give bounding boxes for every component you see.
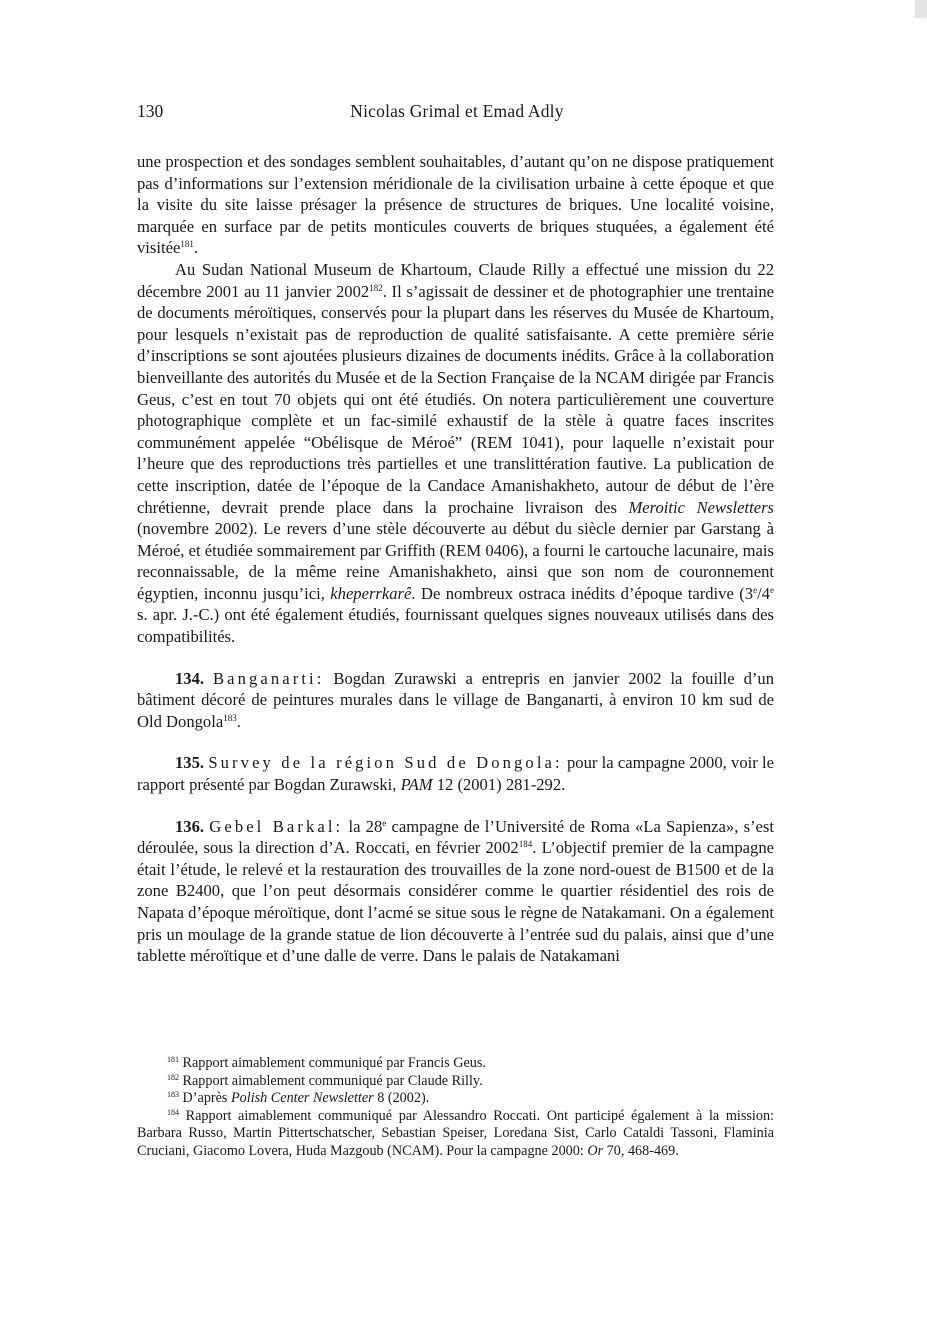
paragraph-end: . bbox=[193, 238, 198, 258]
footnote-text: Rapport aimablement communiqué par Francis Geus. bbox=[179, 1055, 486, 1071]
section-title: Gebel Barkal: bbox=[209, 816, 344, 836]
section-title: Banganarti: bbox=[212, 668, 325, 688]
section-text: . L’objectif premier de la campagne était l’étude, le relevé et la restauration des trouvailles de la zone nord-ouest de B1500 et de la zone B2400, que l’on peut désormais considérer comme le quartier résidentiel des rois de Napata d’époque méroïtique, dont l’acmé se situe sous le règne de Natakamani. On a également pris un moulage de la grande statue de lion découverte à l’entrée sud du palais, ainsi que d’une tablette méroïtique et d’une dalle de verre. Dans le palais de Natakamani bbox=[137, 838, 774, 966]
superscript: e bbox=[753, 584, 758, 595]
footnote-text: Rapport aimablement communiqué par Alessandro Roccati. Ont participé également à la mission: Barbara Russo, Martin Pittertschatscher, Sebastian Speiser, Loredana Sist, Carlo Cataldi Tassoni, Flaminia Cruciani, Giacomo Lovera, Huda Mazgoub (NCAM). Pour la campagne 2000: bbox=[137, 1107, 774, 1159]
italic-title: Polish Center Newsletter bbox=[231, 1090, 374, 1107]
section-text: campagne de l’Université de Roma «La Sapienza», s’est déroulée, sous la direction d’A. Roccati, en février 2002 bbox=[137, 816, 774, 858]
italic-journal: Or bbox=[587, 1142, 604, 1159]
paragraph-text: (novembre 2002). Le revers d’une stèle découverte au début du siècle dernier par Garstang à Méroé, et étudiée sommairement par Griffith (REM 0406), a fourni le cartouche lacunaire, mais reconnaissable, de la même reine Amanishakheto, ainsi que son nom de couronnement égyptien, inconnu jusqu’ici, bbox=[137, 519, 774, 603]
footnote-181 bbox=[137, 1055, 774, 1073]
page-number: 130 bbox=[137, 101, 164, 121]
italic-title: Meroitic Newsletters bbox=[628, 497, 774, 517]
footnote-183 bbox=[137, 1090, 774, 1108]
footnote-number: 182 bbox=[167, 1072, 179, 1082]
footnote-text: Rapport aimablement communiqué par Claude Rilly. bbox=[179, 1072, 483, 1089]
section-number: 134. bbox=[175, 668, 205, 688]
section-title: Survey de la région Sud de Dongola: bbox=[208, 753, 563, 773]
running-title: Nicolas Grimal et Emad Adly bbox=[350, 101, 564, 121]
section-135 bbox=[137, 752, 774, 795]
footnote-ref-184: 184 bbox=[518, 839, 533, 850]
main-text bbox=[137, 151, 774, 967]
paragraph-text: /4 bbox=[757, 583, 770, 603]
paragraph-text: Au Sudan National Museum de Khartoum, Claude Rilly a effectué une mission du 22 décembre 2001 au 11 janvier 2002 bbox=[137, 259, 774, 301]
footnote-184 bbox=[137, 1108, 774, 1161]
paragraph-text: une prospection et des sondages semblent souhaitables, d’autant qu’on ne dispose pratiquement pas d’informations sur l’extension méridionale de la civilisation urbaine à cette époque et que la visite du site laisse présager la présence de structures de briques. Une localité voisine, marquée en surface par de petits monticules couverts de briques stuquées, a également été visitée bbox=[137, 152, 774, 258]
section-text: Bogdan Zurawski a entrepris en janvier 2002 la fouille d’un bâtiment décoré de peintures murales dans le village de Banganarti, à environ 10 km sud de Old Dongola bbox=[137, 668, 774, 731]
footnote-182 bbox=[137, 1073, 774, 1091]
paragraph-text: s. apr. J.-C.) ont été également étudiés, fournissant quelques signes nouveaux utilisés dans des compatibilités. bbox=[137, 605, 774, 647]
section-number: 135. bbox=[175, 753, 205, 773]
section-136 bbox=[137, 816, 774, 967]
footnote-text: 70, 468-469. bbox=[603, 1142, 679, 1159]
section-end: . bbox=[236, 711, 241, 731]
footnote-ref-182: 182 bbox=[369, 282, 383, 293]
footnote-text: 8 (2002). bbox=[373, 1090, 430, 1107]
section-text: la 28 bbox=[343, 816, 383, 836]
italic-term: kheperrkarê bbox=[330, 583, 412, 603]
paragraph-text: . Il s’agissait de dessiner et de photographier une trentaine de documents méroïtiques, conservés pour la plupart dans les réserves du Musée de Khartoum, pour lesquels n’existait pas de reproduction de qualité satisfaisante. A cette première série d’inscriptions se sont ajoutées plusieurs dizaines de documents inédits. Grâce à la collaboration bienveillante des autorités du Musée et de la Section Française de la NCAM dirigée par Francis Geus, c’est en tout 70 objets qui ont été étudiés. On notera particulièrement une couverture photographique complète et un fac-similé exhaustif de la stèle à quatre faces inscrites communément appelée “Obélisque de Méroé” (REM 1041), pour laquelle n’existait pour l’heure que des reproductions très partielles et une translittération fautive. La publication de cette inscription, datée de l’époque de la Candace Amanishakheto, autour de début de l’ère chrétienne, devrait prende place dans la prochaine livraison des bbox=[137, 281, 774, 517]
footnote-ref-183: 183 bbox=[223, 712, 237, 723]
superscript: e bbox=[382, 817, 387, 828]
running-header bbox=[137, 98, 777, 124]
footnote-number: 181 bbox=[167, 1055, 179, 1064]
section-text: pour la campagne 2000, voir le rapport présenté par Bogdan Zurawski, bbox=[137, 753, 775, 795]
footnote-number: 184 bbox=[167, 1107, 179, 1117]
paragraph-khartoum bbox=[137, 259, 774, 648]
footnote-text: D’après bbox=[179, 1090, 231, 1107]
scan-edge bbox=[915, 0, 927, 18]
section-134 bbox=[137, 668, 774, 733]
italic-journal: PAM bbox=[400, 775, 433, 795]
section-number: 136. bbox=[175, 816, 205, 836]
paragraph-text: . De nombreux ostraca inédits d’époque tardive (3 bbox=[411, 583, 754, 603]
section-text: 12 (2001) 281-292. bbox=[432, 775, 566, 795]
superscript: e bbox=[770, 584, 774, 595]
footnote-ref-181: 181 bbox=[180, 239, 194, 250]
footnote-number: 183 bbox=[167, 1090, 179, 1100]
footnotes bbox=[137, 1055, 774, 1161]
paragraph-continued bbox=[137, 151, 774, 259]
